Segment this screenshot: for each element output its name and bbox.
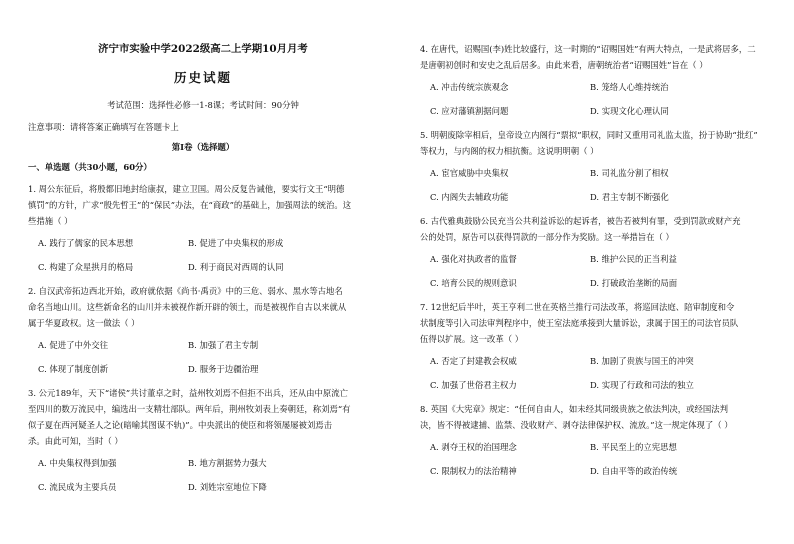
q1-line-3: 些措施（ ） [28, 216, 73, 226]
q3-option-d[interactable]: D. 刘姓宗室地位下降 [188, 482, 267, 492]
q3-line-2: 至四川的数万流民中，编选出一支精壮部队。两年后，荆州牧刘表上奏朝廷，称刘焉“有 [28, 404, 351, 414]
q7-option-b[interactable]: B. 加剧了贵族与国王的冲突 [590, 356, 694, 366]
q2-option-a[interactable]: A. 促进了中外交往 [38, 340, 108, 350]
q1-line-2: 慎罚”的方针，广求“殷先哲王”的“保民”办法，在“商政”的基础上，加强周法的统治。这 [28, 200, 352, 210]
subject-title: 历史试题 [173, 70, 232, 85]
q4-line-2: 是唐朝初创时和安史之乱后居多。由此来看，唐朝统治者“诏赐国姓”旨在（ ） [420, 60, 708, 70]
q2-line-1: 2. 自汉武帝拓边西北开始，政府就依据《尚书·禹贡》中的三危、弱水、黑水等古地名 [28, 286, 343, 296]
q8-line-2: 决，皆不得被逮捕、监禁、没收财产、剥夺法律保护权、流放。”这一规定体现了（ ） [420, 420, 733, 430]
q1-option-a[interactable]: A. 践行了儒家的民本思想 [38, 238, 134, 248]
q6-option-a[interactable]: A. 强化对执政者的监督 [430, 254, 517, 264]
q5-option-b[interactable]: B. 司礼监分割了相权 [590, 168, 669, 178]
q1-line-1: 1. 周公东征后，将殷都旧地封给康叔，建立卫国。周公反复告诫他，要实行文王“明德 [28, 184, 345, 194]
q5-option-a[interactable]: A. 宦官威胁中央集权 [430, 168, 509, 178]
q8-option-b[interactable]: B. 平民至上的立宪思想 [590, 442, 677, 452]
q6-line-1: 6. 古代雅典鼓励公民充当公共利益诉讼的起诉者，被告若被判有罪，受到罚款或财产充 [420, 216, 741, 226]
q1-option-c[interactable]: C. 构建了众星拱月的格局 [38, 262, 134, 272]
q3-option-a[interactable]: A. 中央集权得到加强 [38, 458, 117, 468]
q8-line-1: 8. 英国《大宪章》规定：“任何自由人，如未经其同级贵族之依法判决，或经国法判 [420, 404, 729, 414]
q7-line-1: 7. 12世纪后半叶，英王亨利二世在英格兰推行司法改革，将巡回法庭、陪审制度和令 [420, 302, 735, 312]
notice: 注意事项：请将答案正确填写在答题卡上 [28, 122, 179, 132]
q3-option-b[interactable]: B. 地方割据势力强大 [188, 458, 267, 468]
exam-info: 考试范围：选择性必修一1-8课；考试时间：90分钟 [107, 100, 299, 110]
q4-option-a[interactable]: A. 冲击传统宗族观念 [430, 82, 509, 92]
q3-line-4: 杀。由此可知，当时（ ） [28, 436, 123, 446]
section-title: 一、单选题（共30小题，60分） [28, 162, 152, 172]
q7-option-d[interactable]: D. 实现了行政和司法的独立 [590, 380, 694, 390]
q7-option-a[interactable]: A. 否定了封建教会权威 [430, 356, 517, 366]
q5-option-d[interactable]: D. 君主专制不断强化 [590, 192, 669, 202]
q3-line-1: 3. 公元189年，天下“诸侯”共讨董卓之时，益州牧刘焉不但拒不出兵，还从由中原流亡 [28, 388, 348, 398]
q4-line-1: 4. 在唐代，诏赐国(李)姓比较盛行，这一时期的“诏赐国姓”有两大特点，一是武将居多，二 [420, 44, 756, 54]
q5-option-c[interactable]: C. 内阁失去辅政功能 [430, 192, 509, 202]
q1-option-b[interactable]: B. 促进了中央集权的形成 [188, 238, 284, 248]
q7-line-3: 伍得以扩展。这一改革（ ） [420, 334, 524, 344]
q4-option-d[interactable]: D. 实现文化心理认同 [590, 106, 669, 116]
q8-option-a[interactable]: A. 剥夺王权的治国理念 [430, 442, 517, 452]
volume-title: 第Ⅰ卷（选择题） [171, 142, 235, 152]
q6-option-d[interactable]: D. 打破政治垄断的局面 [590, 278, 678, 288]
q5-line-1: 5. 明朝废除宰相后，皇帝设立内阁行“票拟”职权，同时又重用司礼监太监，扮于协助“批红” [420, 130, 758, 140]
q3-option-c[interactable]: C. 流民成为主要兵员 [38, 482, 117, 492]
q8-option-c[interactable]: C. 限制权力的法治精神 [430, 466, 517, 476]
q2-option-b[interactable]: B. 加强了君主专制 [188, 340, 259, 350]
school-title: 济宁市实验中学2022级高二上学期10月月考 [98, 43, 308, 55]
q6-option-b[interactable]: B. 维护公民的正当利益 [590, 254, 677, 264]
q2-line-3: 属于华夏政权。这一做法（ ） [28, 318, 140, 328]
q8-option-d[interactable]: D. 自由平等的政治传统 [590, 466, 678, 476]
q5-line-2: 等权力，与内阁的权力相抗衡。这说明明朝（ ） [420, 146, 599, 156]
q4-option-b[interactable]: B. 笼络人心维持统治 [590, 82, 669, 92]
q7-option-c[interactable]: C. 加强了世俗君主权力 [430, 380, 517, 390]
q1-option-d[interactable]: D. 利于商民对西周的认同 [188, 262, 284, 272]
q3-line-3: 似子夏在西河疑圣人之论(暗喻其图谋不轨)”。中央派出的使臣和将领屡屡被刘焉击 [28, 420, 332, 430]
q7-line-2: 状制度等引入司法审判程序中，使王室法庭承接到大量诉讼，隶属于国王的司法官员队 [420, 318, 739, 328]
q2-option-d[interactable]: D. 服务于边疆治理 [188, 364, 259, 374]
q4-option-c[interactable]: C. 应对藩镇割据问题 [430, 106, 509, 116]
q2-line-2: 命名当地山川。这些新命名的山川并未被视作新开辟的领土，而是被视作自古以来就从 [28, 302, 347, 312]
q6-option-c[interactable]: C. 培育公民的规则意识 [430, 278, 517, 288]
q2-option-c[interactable]: C. 体现了制度创新 [38, 364, 109, 374]
q6-line-2: 公的处罚，原告可以获得罚款的一部分作为奖励。这一举措旨在（ ） [420, 232, 674, 242]
